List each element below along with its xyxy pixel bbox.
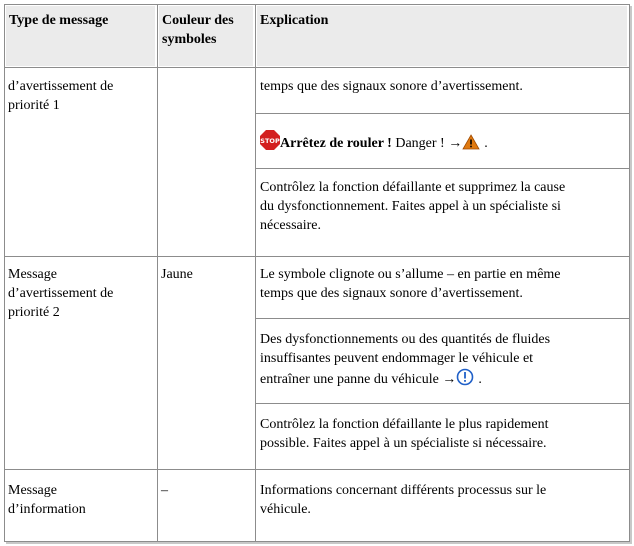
grid-line [255,113,630,114]
row3-info-line1: Informations concernant différents processus sur le [260,483,547,498]
row2-type-line3: priorité 2 [8,305,60,320]
row1-expl-top: temps que des signaux sonore d’avertissement. [260,79,523,94]
danger-text: Danger ! → [391,136,463,151]
row2-color: Jaune [161,267,193,282]
header-couleur-line1: Couleur des [162,13,234,28]
row1-type-line2: priorité 1 [8,98,60,113]
svg-text:STOP: STOP [260,137,280,145]
grid-line [255,403,630,404]
fluid-text: entraîner une panne du véhicule → [260,372,457,387]
grid-shadow [630,6,632,543]
fluid-end: . [478,372,482,387]
grid-line [4,67,630,68]
row3-type-line1: Message [8,483,57,498]
grid-line [157,4,158,542]
danger-end: . [484,136,488,151]
row1-danger-line [260,130,488,156]
header-type-de-message: Type de message [9,13,109,28]
stop-sign-icon [260,130,280,156]
row1-type-line1: d’avertissement de [8,79,114,94]
row2-blink-line2: temps que des signaux sonore d’avertissement. [260,286,523,301]
grid-line [4,4,5,542]
row2-control-line1: Contrôlez la fonction défaillante le plus rapidement [260,417,549,432]
header-couleur-line2: symboles [162,32,217,47]
row3-info-line2: véhicule. [260,502,311,517]
grid-line [255,4,256,542]
row2-fluid-line3 [260,368,482,392]
row2-fluid-line2: insuffisantes peuvent endommager le véhicule et [260,351,534,366]
row1-control-line3: nécessaire. [260,218,322,233]
row3-color: – [161,483,168,498]
row2-type-line2: d’avertissement de [8,286,114,301]
grid-shadow [6,542,632,544]
grid-line [4,469,630,470]
grid-line [255,168,630,169]
exclamation-circle-icon [456,368,474,392]
header-explication: Explication [260,13,329,28]
row1-control-line1: Contrôlez la fonction défaillante et supprimez la cause [260,180,566,195]
row1-control-line2: du dysfonctionnement. Faites appel à un spécialiste si [260,199,561,214]
row2-fluid-line1: Des dysfonctionnements ou des quantités de fluides [260,332,551,347]
row2-type-line1: Message [8,267,57,282]
danger-bold-text: Arrêtez de rouler ! [280,136,392,151]
grid-line [4,4,630,5]
warning-triangle-icon [462,134,480,156]
row2-control-line2: possible. Faites appel à un spécialiste si nécessaire. [260,436,547,451]
grid-line [4,256,630,257]
row2-blink-line1: Le symbole clignote ou s’allume – en partie en même [260,267,561,282]
grid-line [255,318,630,319]
row3-type-line2: d’information [8,502,86,517]
